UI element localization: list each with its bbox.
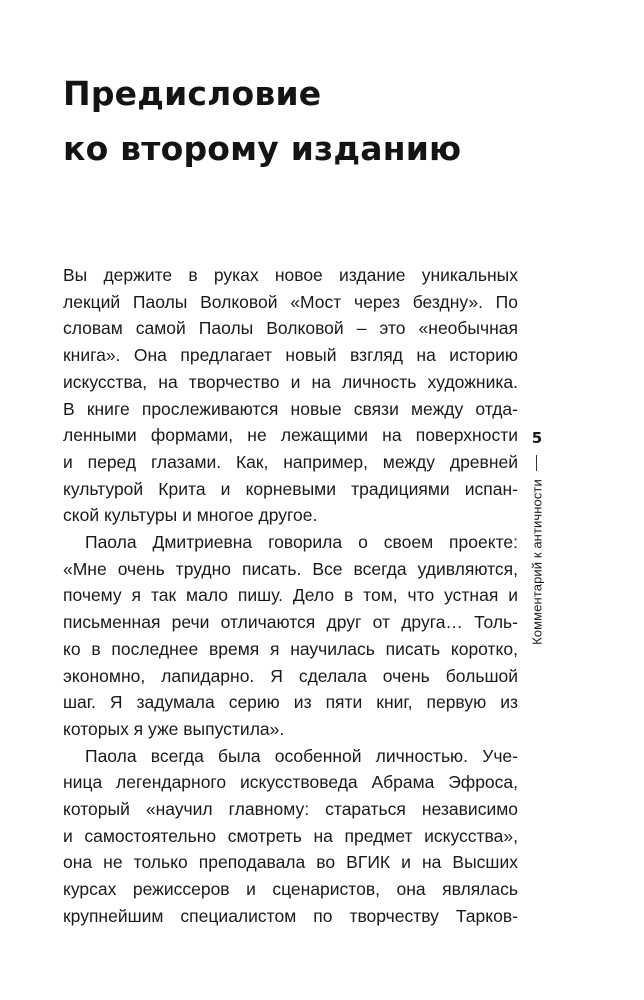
chapter-title-line: Предисловие xyxy=(63,74,322,113)
text-line: почему я так мало пишу. Дело в том, что устная и xyxy=(63,585,518,606)
text-line: Паола Дмитриевна говорила о своем проекте: xyxy=(85,532,518,553)
side-rule-divider xyxy=(536,455,537,471)
paragraph-1 xyxy=(63,262,518,529)
text-line: которых я уже выпустила». xyxy=(63,718,285,739)
text-line: Паола всегда была особенной личностью. Уче- xyxy=(85,745,518,766)
text-line: крупнейшим специалистом по творчеству Тарков- xyxy=(63,905,518,926)
text-line: письменная речи отличаются друг от друга… Толь- xyxy=(63,612,518,633)
text-line: лекций Паолы Волковой «Мост через бездну». По xyxy=(63,291,518,312)
text-line: ской культуры и многое другое. xyxy=(63,505,318,526)
running-head-label: Комментарий к античности xyxy=(529,479,545,645)
text-line: словам самой Паолы Волковой – это «необычная xyxy=(63,318,518,339)
text-line: и самостоятельно смотреть на предмет искусства», xyxy=(63,825,518,846)
text-line: «Мне очень трудно писать. Все всегда удивляются, xyxy=(63,558,518,579)
text-line: ко в последнее время я научилась писать коротко, xyxy=(63,638,518,659)
paragraph-2 xyxy=(63,529,518,743)
chapter-title-line: ко второму изданию xyxy=(63,129,462,168)
text-line: она не только преподавала во ВГИК и на Высших xyxy=(63,852,518,873)
text-line: ленными формами, не лежащими на поверхности xyxy=(63,425,518,446)
paragraph-3 xyxy=(63,743,518,930)
text-line: курсах режиссеров и сценаристов, она являлась xyxy=(63,879,518,900)
text-line: Вы держите в руках новое издание уникальных xyxy=(63,265,518,285)
body-text xyxy=(63,262,518,930)
chapter-title xyxy=(63,66,461,176)
text-line: искусства, на творчество и на личность художника. xyxy=(63,371,518,392)
text-line: шаг. Я задумала серию из пяти книг, первую из xyxy=(63,692,518,713)
text-line: экономно, лапидарно. Я сделала очень большой xyxy=(63,665,518,686)
text-line: который «научил главному: стараться независимо xyxy=(63,799,518,820)
text-line: и перед глазами. Как, например, между древней xyxy=(63,451,518,472)
text-line: книга». Она предлагает новый взгляд на историю xyxy=(63,345,518,366)
text-line: культурой Крита и корневыми традициями испан- xyxy=(63,478,518,499)
text-line: В книге прослеживаются новые связи между отда- xyxy=(63,398,518,419)
page-number: 5 xyxy=(531,429,543,447)
text-line: ница легендарного искусствоведа Абрама Эфроса, xyxy=(63,772,518,793)
